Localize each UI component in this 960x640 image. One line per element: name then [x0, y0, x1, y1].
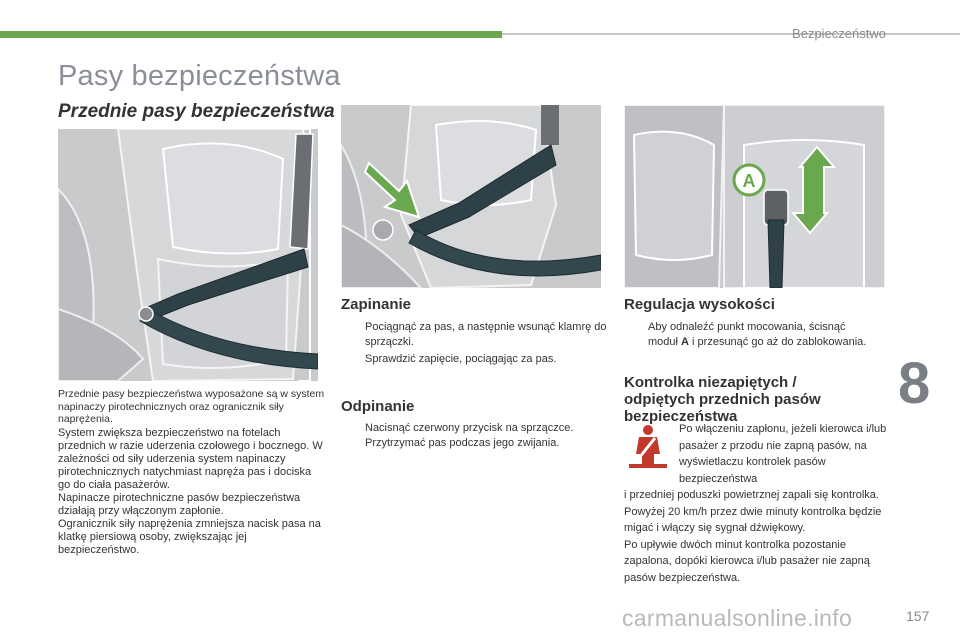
header-accent-bar: [0, 31, 502, 38]
list-item: Przytrzymać pas podczas jego zwijania.: [365, 437, 560, 449]
page-title: Pasy bezpieczeństwa: [58, 60, 341, 92]
intro-lead: Przednie pasy bezpieczeństwa wyposażone są w system napinaczy pirotechnicznych oraz ogranicznik siły naprężenia.: [58, 388, 325, 425]
warning-text-block: [624, 487, 889, 586]
intro-text-block: [58, 388, 326, 557]
list-item: Pociągnąć za pas, a następnie wsunąć klamrę do sprzączki.: [365, 321, 607, 348]
fastening-list: [341, 320, 611, 369]
chapter-number: 8: [898, 351, 931, 416]
unfastening-title: Odpinanie: [341, 398, 415, 415]
fastening-title: Zapinanie: [341, 296, 412, 313]
watermark: carmanualsonline.info: [622, 605, 853, 631]
list-item: Nacisnąć czerwony przycisk na sprzączce.: [365, 422, 574, 434]
height-list: [624, 320, 874, 352]
intro-paragraph-3: Ogranicznik siły naprężenia zmniejsza nacisk pasa na klatkę piersiową osoby, zwiększając jej bezpieczeństwo.: [58, 517, 321, 556]
fastening-illustration: [341, 105, 601, 288]
unfastening-list: [341, 421, 611, 453]
warning-text-1: Po włączeniu zapłonu, jeżeli kierowca i/lub pasażer z przodu nie zapną pasów, na wyświetlaczu kontrolek pasów bezpieczeństwa: [679, 423, 887, 485]
seat-belt-illustration: [58, 129, 318, 381]
height-adjust-illustration: [624, 105, 885, 288]
seatbelt-warning-icon: [627, 424, 669, 470]
section-subtitle: Przednie pasy bezpieczeństwa: [58, 101, 335, 122]
warning-text-2: i przedniej poduszki powietrznej zapali się kontrolka.: [624, 489, 879, 501]
intro-paragraph-1: System zwiększa bezpieczeństwo na fotelach przednich w razie uderzenia czołowego i bocznego. W zależności od siły uderzenia system napinaczy pirotechnicznych natychmiast napręża pas i dociska go do ciała pasażerów.: [58, 426, 323, 491]
warning-title: Kontrolka niezapiętych / odpiętych przednich pasów bezpieczeństwa: [624, 374, 821, 425]
warning-text-4: Po upływie dwóch minut kontrolka pozostanie zapalona, dopóki kierowca i/lub pasażer nie zapną pasów bezpieczeństwa.: [624, 538, 870, 584]
warning-text-3: Powyżej 20 km/h przez dwie minuty kontrolka będzie migać i włączy się sygnał dźwiękowy.: [624, 505, 882, 534]
section-name: Bezpieczeństwo: [792, 26, 886, 41]
page-number: 157: [906, 608, 930, 624]
list-item: Sprawdzić zapięcie, pociągając za pas.: [365, 353, 557, 365]
height-title: Regulacja wysokości: [624, 296, 775, 313]
intro-paragraph-2: Napinacze pirotechniczne pasów bezpieczeństwa działają przy włączonym zapłonie.: [58, 491, 301, 517]
header-rule: [502, 33, 960, 35]
module-a-label: A: [742, 171, 756, 191]
list-item: Aby odnaleźć punkt mocowania, ścisnąć moduł A i przesunąć go aż do zablokowania.: [648, 321, 867, 348]
